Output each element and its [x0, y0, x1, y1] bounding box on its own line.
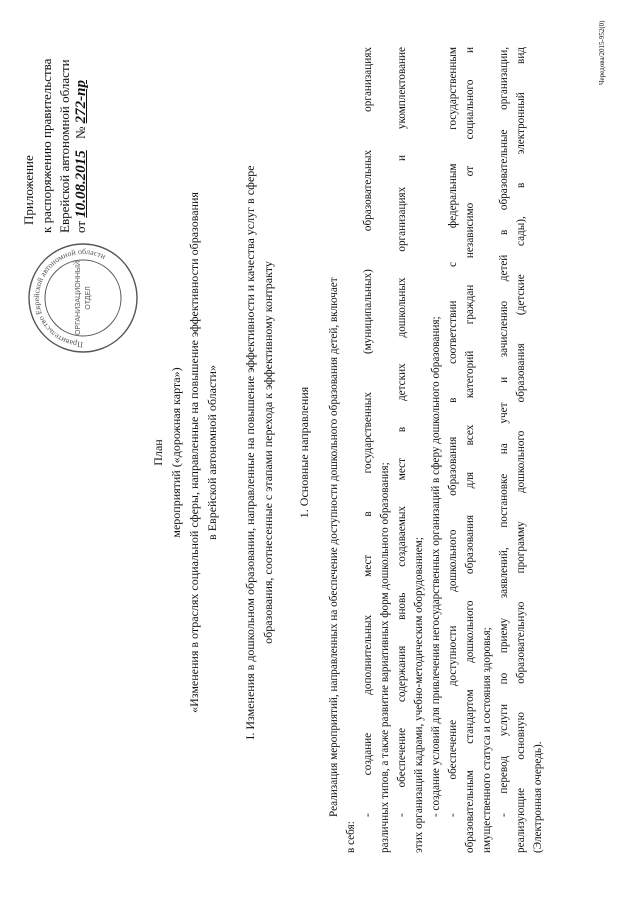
section-heading-2: образования, соотнесенные с этапами перехода к эффективному контракту — [261, 261, 275, 644]
body-line: - перевод услуги по приему заявлений, постановке на учет и зачислению детей в образовательные организации, — [498, 47, 510, 817]
seal-ring-text: Правительство Еврейской автономной области — [31, 246, 108, 350]
body-line: - обеспечение содержания вновь создаваемых мест в детских дошкольных организациях и укомплектование — [396, 47, 408, 817]
body-line: - создание дополнительных мест в государственных (муниципальных) образовательных организациях — [362, 47, 374, 817]
decree-date-line — [74, 80, 88, 233]
body-line: различных типов, а также развитие вариативных форм дошкольного образования; — [379, 462, 391, 853]
decree-date: 10.08.2015 — [73, 150, 89, 218]
decree-line-1: к распоряжению правительства — [39, 58, 54, 233]
section-heading-1: I. Изменения в дошкольном образовании, направленные на повышение эффективности и качества услуг в сфере — [243, 165, 257, 740]
body-line: реализующие основную образовательную программу дошкольного образования (детские сады), в электронный вид — [515, 47, 527, 853]
body-line: образовательным стандартом дошкольного образования для всех категорий граждан независимо от социального и — [464, 47, 476, 853]
body-line: Реализация мероприятий, направленных на обеспечение доступности дошкольного образования детей, включает — [328, 277, 340, 817]
decree-line-2: Еврейской автономной области — [57, 59, 72, 233]
body-line: в себя: — [345, 821, 357, 853]
body-line: (Электронная очередь). — [532, 741, 544, 853]
decree-number: 272-пр — [73, 79, 89, 124]
body-line: - обеспечение доступности дошкольного образования в соответствии с федеральным государственным — [447, 47, 459, 817]
seal-inner-line-2: ОТДЕЛ — [85, 286, 92, 310]
seal-inner-line-1: ОРГАНИЗАЦИОННЫЙ — [75, 260, 82, 336]
title-events: мероприятий («дорожная карта») — [169, 367, 183, 538]
number-sign: № — [73, 126, 88, 139]
title-region: в Еврейской автономной области» — [205, 365, 219, 540]
title-changes: «Изменения в отраслях социальной сферы, направленные на повышение эффективности образования — [187, 192, 201, 713]
body-line: имущественного статуса и состояния здоровья; — [481, 627, 493, 853]
body-line: этих организаций кадрами, учебно-методическим оборудованием; — [413, 537, 425, 853]
appendix-label: Приложение — [21, 155, 36, 225]
date-prefix: от — [73, 220, 88, 233]
subsection-heading: 1. Основные направления — [297, 386, 311, 519]
seal-stamp — [24, 239, 142, 357]
document-code: Чередова/2015-952(0) — [598, 20, 606, 85]
title-plan: План — [151, 439, 165, 466]
body-line: - создание условий для привлечения негосударственных организаций в сферу дошкольного образования; — [430, 316, 442, 817]
